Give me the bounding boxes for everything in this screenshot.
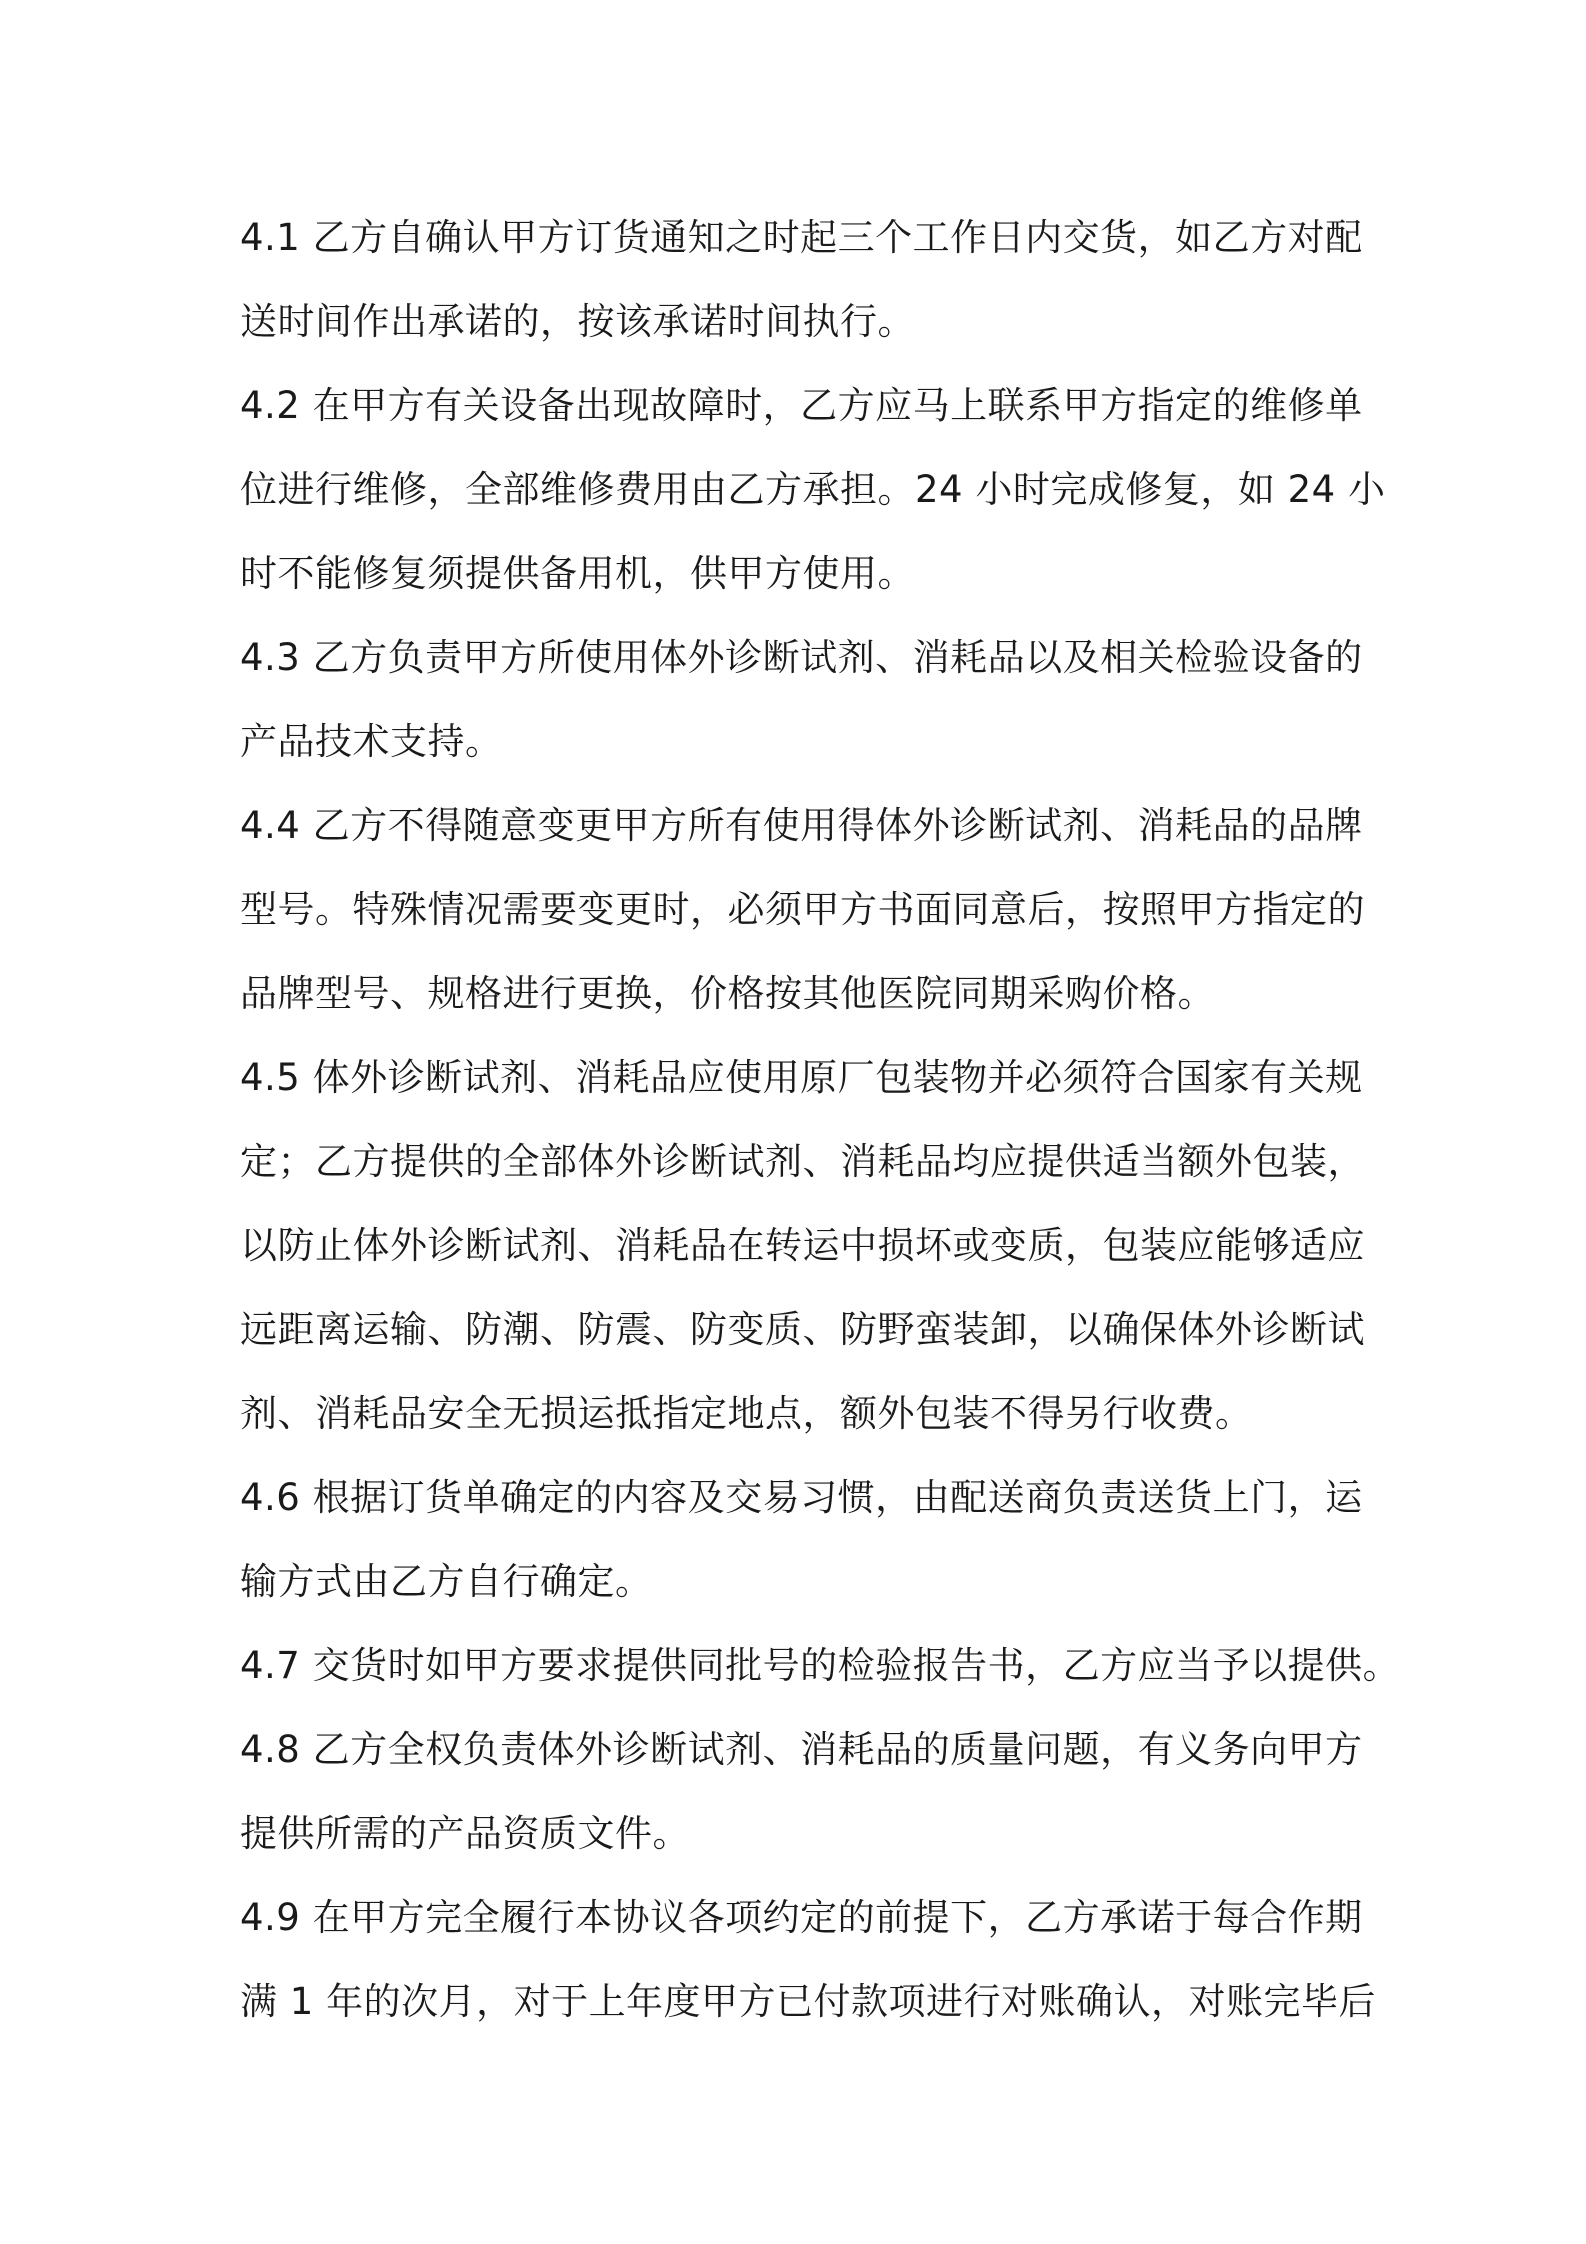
text-line: 定；乙方提供的全部体外诊断试剂、消耗品均应提供适当额外包装， [240, 1140, 1365, 1183]
text-line: 4.6 根据订货单确定的内容及交易习惯，由配送商负责送货上门，运 [240, 1476, 1363, 1519]
text-line: 品牌型号、规格进行更换，价格按其他医院同期采购价格。 [240, 972, 1215, 1015]
text-line: 位进行维修，全部维修费用由乙方承担。24 小时完成修复，如 24 小 [240, 468, 1386, 511]
text-line: 4.7 交货时如甲方要求提供同批号的检验报告书，乙方应当予以提供。 [240, 1644, 1401, 1687]
text-line: 产品技术支持。 [240, 720, 503, 763]
text-line: 4.2 在甲方有关设备出现故障时，乙方应马上联系甲方指定的维修单 [240, 384, 1363, 427]
text-line: 以防止体外诊断试剂、消耗品在转运中损坏或变质，包装应能够适应 [240, 1224, 1365, 1267]
text-line: 4.3 乙方负责甲方所使用体外诊断试剂、消耗品以及相关检验设备的 [240, 636, 1363, 679]
text-line: 4.8 乙方全权负责体外诊断试剂、消耗品的质量问题，有义务向甲方 [240, 1728, 1363, 1771]
text-line: 送时间作出承诺的，按该承诺时间执行。 [240, 300, 915, 343]
text-line: 4.5 体外诊断试剂、消耗品应使用原厂包装物并必须符合国家有关规 [240, 1056, 1363, 1099]
text-line: 剂、消耗品安全无损运抵指定地点，额外包装不得另行收费。 [240, 1392, 1253, 1435]
text-line: 型号。特殊情况需要变更时，必须甲方书面同意后，按照甲方指定的 [240, 888, 1365, 931]
text-line: 输方式由乙方自行确定。 [240, 1560, 653, 1603]
text-line: 4.4 乙方不得随意变更甲方所有使用得体外诊断试剂、消耗品的品牌 [240, 804, 1363, 847]
text-line: 提供所需的产品资质文件。 [240, 1812, 690, 1855]
contract-text [240, 196, 1401, 2044]
text-line: 远距离运输、防潮、防震、防变质、防野蛮装卸，以确保体外诊断试 [240, 1308, 1365, 1351]
text-line: 时不能修复须提供备用机，供甲方使用。 [240, 552, 915, 595]
text-line: 4.1 乙方自确认甲方订货通知之时起三个工作日内交货，如乙方对配 [240, 216, 1363, 259]
text-line: 4.9 在甲方完全履行本协议各项约定的前提下，乙方承诺于每合作期 [240, 1896, 1363, 1939]
text-line: 满 1 年的次月，对于上年度甲方已付款项进行对账确认，对账完毕后 [240, 1980, 1377, 2023]
